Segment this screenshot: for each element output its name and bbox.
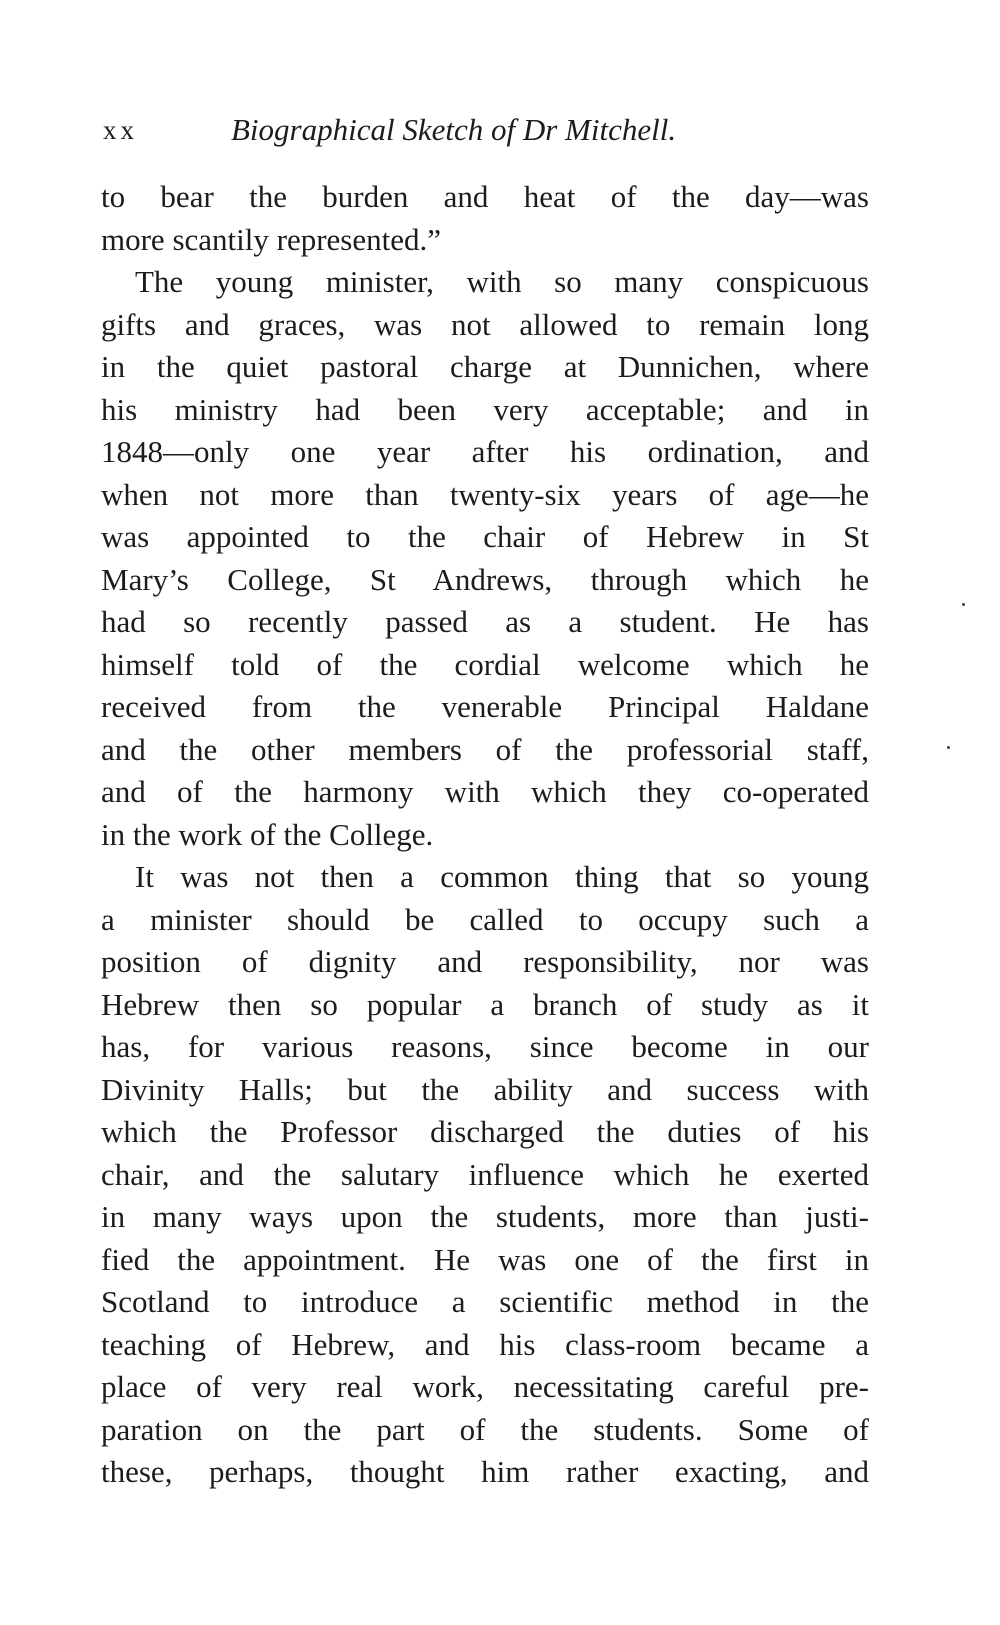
text-line: Hebrew then so popular a branch of study as it bbox=[101, 986, 869, 1022]
text-line: a minister should be called to occupy such a bbox=[101, 901, 869, 937]
text-line: chair, and the salutary influence which he exerted bbox=[101, 1156, 869, 1192]
text-line: fied the appointment. He was one of the first in bbox=[101, 1241, 869, 1277]
paragraph-1 bbox=[101, 176, 869, 261]
text-line: was appointed to the chair of Hebrew in St bbox=[101, 519, 869, 554]
text-line: position of dignity and responsibility, nor was bbox=[101, 944, 869, 979]
paragraph-3 bbox=[101, 856, 869, 1494]
text-line: Mary’s College, St Andrews, through which he bbox=[101, 561, 869, 597]
text-line: his ministry had been very acceptable; and in bbox=[101, 391, 869, 427]
text-line: in the quiet pastoral charge at Dunnichen, where bbox=[101, 349, 869, 384]
text-line: in the work of the College. bbox=[101, 816, 434, 852]
text-line: Scotland to introduce a scientific method in the bbox=[101, 1284, 869, 1319]
text-line: more scantily represented.” bbox=[101, 221, 441, 257]
text-line: received from the venerable Principal Haldane bbox=[101, 689, 869, 724]
text-line: paration on the part of the students. Some of bbox=[101, 1411, 869, 1447]
scan-speck bbox=[962, 603, 965, 606]
scan-speck bbox=[947, 746, 950, 749]
text-line: to bear the burden and heat of the day—was bbox=[101, 179, 869, 214]
text-line: had so recently passed as a student. He has bbox=[101, 604, 869, 639]
text-line: Divinity Halls; but the ability and success with bbox=[101, 1071, 869, 1107]
text-line: which the Professor discharged the duties of his bbox=[101, 1114, 869, 1149]
text-line: himself told of the cordial welcome which he bbox=[101, 646, 869, 682]
text-line: when not more than twenty-six years of age—he bbox=[101, 476, 869, 512]
text-line: has, for various reasons, since become in our bbox=[101, 1029, 869, 1064]
text-line: and of the harmony with which they co-operated bbox=[101, 774, 869, 809]
text-line: teaching of Hebrew, and his class-room became a bbox=[101, 1326, 869, 1362]
text-line: 1848—only one year after his ordination, and bbox=[101, 434, 869, 469]
text-line: place of very real work, necessitating careful pre- bbox=[101, 1369, 869, 1404]
paragraph-2 bbox=[101, 261, 869, 856]
text-line: It was not then a common thing that so young bbox=[135, 859, 869, 894]
text-line: these, perhaps, thought him rather exacting, and bbox=[101, 1454, 869, 1489]
text-line: The young minister, with so many conspicuous bbox=[135, 264, 869, 299]
text-line: in many ways upon the students, more than justi- bbox=[101, 1199, 869, 1234]
text-line: gifts and graces, was not allowed to remain long bbox=[101, 306, 869, 342]
page-number: xx bbox=[103, 115, 138, 145]
running-head bbox=[103, 110, 873, 150]
text-line: and the other members of the professorial staff, bbox=[101, 731, 869, 767]
body-text bbox=[101, 176, 869, 1494]
running-title: Biographical Sketch of Dr Mitchell. bbox=[231, 112, 677, 147]
